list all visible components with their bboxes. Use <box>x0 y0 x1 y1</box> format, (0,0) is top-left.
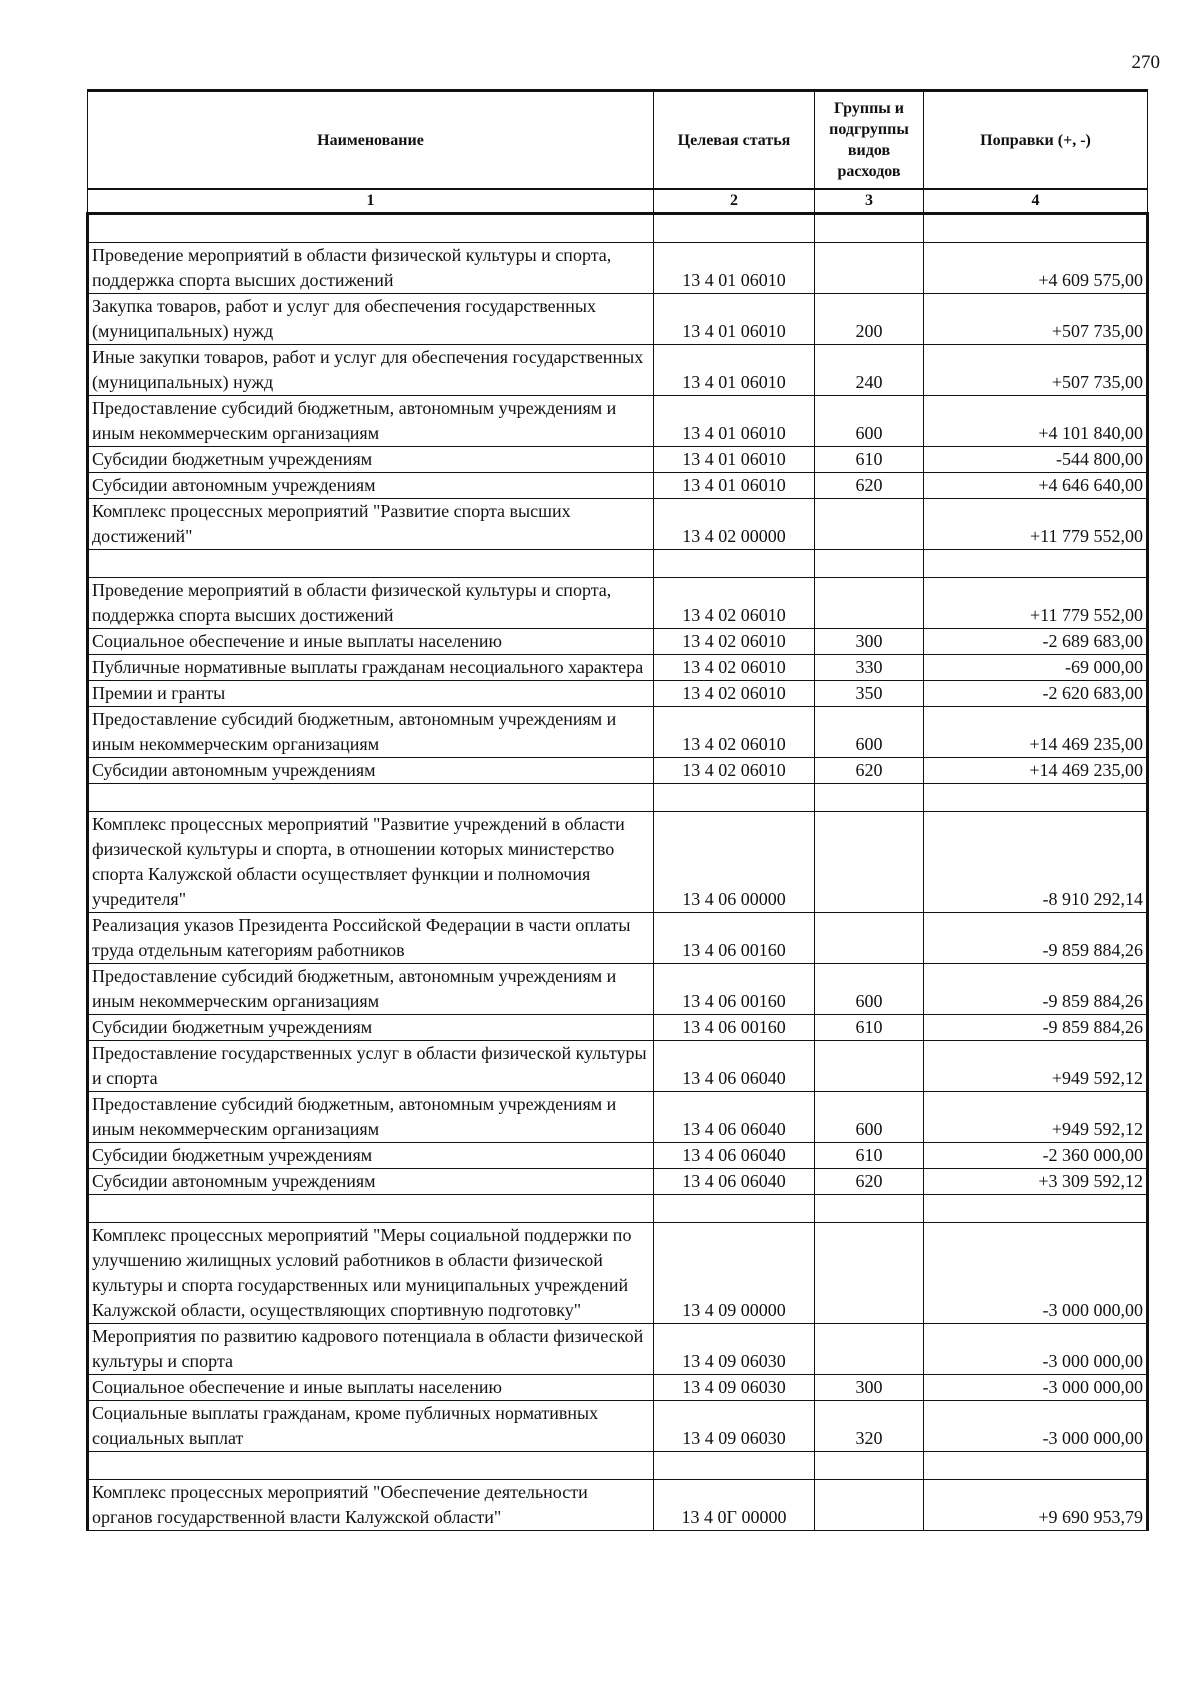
column-number: 3 <box>815 189 924 214</box>
spacer-cell <box>654 1195 815 1223</box>
row-code-cell: 13 4 06 00160 <box>654 1015 815 1041</box>
row-name-cell: Субсидии автономным учреждениям <box>88 758 654 784</box>
row-name-cell: Предоставление государственных услуг в области физической культуры и спорта <box>88 1041 654 1092</box>
table-row <box>88 499 1148 550</box>
row-code-cell: 13 4 01 06010 <box>654 243 815 294</box>
row-amount-cell: +9 690 953,79 <box>924 1480 1148 1531</box>
row-group-cell: 620 <box>815 473 924 499</box>
row-group-cell: 620 <box>815 758 924 784</box>
table-row <box>88 964 1148 1015</box>
row-group-cell: 600 <box>815 964 924 1015</box>
row-name-cell: Субсидии бюджетным учреждениям <box>88 447 654 473</box>
spacer-cell <box>88 1195 654 1223</box>
row-amount-cell: +507 735,00 <box>924 345 1148 396</box>
row-group-cell: 600 <box>815 707 924 758</box>
table-row <box>88 473 1148 499</box>
header-group: Группы и подгруппы видов расходов <box>815 91 924 190</box>
table-row <box>88 1375 1148 1401</box>
table-row <box>88 243 1148 294</box>
row-amount-cell: -3 000 000,00 <box>924 1324 1148 1375</box>
row-code-cell: 13 4 09 06030 <box>654 1324 815 1375</box>
row-amount-cell: +3 309 592,12 <box>924 1169 1148 1195</box>
row-group-cell <box>815 1041 924 1092</box>
row-code-cell: 13 4 02 06010 <box>654 578 815 629</box>
row-amount-cell: +4 646 640,00 <box>924 473 1148 499</box>
spacer-row <box>88 1452 1148 1480</box>
table-header-row <box>88 91 1148 190</box>
row-group-cell <box>815 1480 924 1531</box>
row-code-cell: 13 4 01 06010 <box>654 396 815 447</box>
row-name-cell: Социальные выплаты гражданам, кроме публичных нормативных социальных выплат <box>88 1401 654 1452</box>
column-number: 4 <box>924 189 1148 214</box>
spacer-cell <box>654 214 815 243</box>
spacer-cell <box>815 550 924 578</box>
table-row <box>88 707 1148 758</box>
spacer-cell <box>88 550 654 578</box>
row-code-cell: 13 4 06 06040 <box>654 1143 815 1169</box>
row-name-cell: Социальное обеспечение и иные выплаты населению <box>88 1375 654 1401</box>
row-group-cell: 200 <box>815 294 924 345</box>
table-row <box>88 1324 1148 1375</box>
row-name-cell: Закупка товаров, работ и услуг для обеспечения государственных (муниципальных) нужд <box>88 294 654 345</box>
row-code-cell: 13 4 02 06010 <box>654 758 815 784</box>
row-group-cell: 610 <box>815 1015 924 1041</box>
row-group-cell <box>815 812 924 913</box>
row-group-cell: 600 <box>815 1092 924 1143</box>
spacer-cell <box>924 784 1148 812</box>
spacer-cell <box>924 1195 1148 1223</box>
table-row <box>88 1401 1148 1452</box>
row-amount-cell: -9 859 884,26 <box>924 964 1148 1015</box>
spacer-cell <box>815 1452 924 1480</box>
row-amount-cell: +4 609 575,00 <box>924 243 1148 294</box>
row-group-cell: 300 <box>815 1375 924 1401</box>
table-row <box>88 758 1148 784</box>
table-row <box>88 1169 1148 1195</box>
row-group-cell: 300 <box>815 629 924 655</box>
row-amount-cell: -3 000 000,00 <box>924 1223 1148 1324</box>
column-number-row <box>88 189 1148 214</box>
row-name-cell: Мероприятия по развитию кадрового потенциала в области физической культуры и спорта <box>88 1324 654 1375</box>
spacer-row <box>88 1195 1148 1223</box>
row-group-cell <box>815 499 924 550</box>
spacer-cell <box>654 550 815 578</box>
row-code-cell: 13 4 06 06040 <box>654 1041 815 1092</box>
row-amount-cell: +949 592,12 <box>924 1041 1148 1092</box>
table-row <box>88 1480 1148 1531</box>
row-code-cell: 13 4 01 06010 <box>654 294 815 345</box>
row-name-cell: Комплекс процессных мероприятий "Меры социальной поддержки по улучшению жилищных условий работников в области физической культуры и спорта государственных или муниципальных учреждений Калужской области, осуществляющих спортивную подготовку" <box>88 1223 654 1324</box>
row-code-cell: 13 4 02 00000 <box>654 499 815 550</box>
table-row <box>88 1092 1148 1143</box>
spacer-row <box>88 214 1148 243</box>
table-row <box>88 396 1148 447</box>
row-name-cell: Проведение мероприятий в области физической культуры и спорта, поддержка спорта высших достижений <box>88 578 654 629</box>
row-name-cell: Субсидии бюджетным учреждениям <box>88 1143 654 1169</box>
row-group-cell: 350 <box>815 681 924 707</box>
spacer-cell <box>815 1195 924 1223</box>
row-amount-cell: +4 101 840,00 <box>924 396 1148 447</box>
spacer-cell <box>924 1452 1148 1480</box>
row-amount-cell: +949 592,12 <box>924 1092 1148 1143</box>
row-name-cell: Проведение мероприятий в области физической культуры и спорта, поддержка спорта высших достижений <box>88 243 654 294</box>
row-group-cell <box>815 243 924 294</box>
spacer-row <box>88 550 1148 578</box>
row-name-cell: Субсидии бюджетным учреждениям <box>88 1015 654 1041</box>
row-name-cell: Субсидии автономным учреждениям <box>88 1169 654 1195</box>
row-group-cell <box>815 578 924 629</box>
row-name-cell: Комплекс процессных мероприятий "Развитие спорта высших достижений" <box>88 499 654 550</box>
row-code-cell: 13 4 02 06010 <box>654 707 815 758</box>
row-amount-cell: -3 000 000,00 <box>924 1375 1148 1401</box>
row-name-cell: Комплекс процессных мероприятий "Развитие учреждений в области физической культуры и спорта, в отношении которых министерство спорта Калужской области осуществляет функции и полномочия учредителя" <box>88 812 654 913</box>
row-code-cell: 13 4 01 06010 <box>654 345 815 396</box>
row-amount-cell: -2 360 000,00 <box>924 1143 1148 1169</box>
spacer-cell <box>88 214 654 243</box>
row-amount-cell: -9 859 884,26 <box>924 1015 1148 1041</box>
row-code-cell: 13 4 02 06010 <box>654 681 815 707</box>
spacer-cell <box>88 1452 654 1480</box>
row-code-cell: 13 4 06 06040 <box>654 1169 815 1195</box>
row-name-cell: Комплекс процессных мероприятий "Обеспечение деятельности органов государственной власти Калужской области" <box>88 1480 654 1531</box>
row-code-cell: 13 4 06 00160 <box>654 964 815 1015</box>
row-amount-cell: +507 735,00 <box>924 294 1148 345</box>
row-amount-cell: -3 000 000,00 <box>924 1401 1148 1452</box>
table-row <box>88 1143 1148 1169</box>
row-group-cell: 610 <box>815 1143 924 1169</box>
row-amount-cell: +11 779 552,00 <box>924 499 1148 550</box>
row-name-cell: Предоставление субсидий бюджетным, автономным учреждениям и иным некоммерческим организациям <box>88 1092 654 1143</box>
row-code-cell: 13 4 06 00160 <box>654 913 815 964</box>
row-group-cell: 620 <box>815 1169 924 1195</box>
table-row <box>88 294 1148 345</box>
spacer-cell <box>815 784 924 812</box>
row-group-cell: 330 <box>815 655 924 681</box>
table-row <box>88 345 1148 396</box>
row-code-cell: 13 4 02 06010 <box>654 629 815 655</box>
table-row <box>88 1041 1148 1092</box>
row-name-cell: Иные закупки товаров, работ и услуг для обеспечения государственных (муниципальных) нужд <box>88 345 654 396</box>
spacer-cell <box>924 550 1148 578</box>
spacer-cell <box>88 784 654 812</box>
row-amount-cell: -8 910 292,14 <box>924 812 1148 913</box>
row-code-cell: 13 4 09 06030 <box>654 1401 815 1452</box>
row-group-cell: 240 <box>815 345 924 396</box>
table-body <box>88 214 1148 1531</box>
header-amount: Поправки (+, -) <box>924 91 1148 190</box>
table-row <box>88 812 1148 913</box>
table-row <box>88 1223 1148 1324</box>
row-name-cell: Реализация указов Президента Российской Федерации в части оплаты труда отдельным категориям работников <box>88 913 654 964</box>
row-group-cell <box>815 913 924 964</box>
table-row <box>88 1015 1148 1041</box>
spacer-cell <box>924 214 1148 243</box>
row-code-cell: 13 4 0Г 00000 <box>654 1480 815 1531</box>
row-group-cell: 320 <box>815 1401 924 1452</box>
table-row <box>88 681 1148 707</box>
table-row <box>88 629 1148 655</box>
row-name-cell: Предоставление субсидий бюджетным, автономным учреждениям и иным некоммерческим организациям <box>88 964 654 1015</box>
row-name-cell: Публичные нормативные выплаты гражданам несоциального характера <box>88 655 654 681</box>
row-group-cell <box>815 1324 924 1375</box>
spacer-cell <box>654 1452 815 1480</box>
row-amount-cell: +14 469 235,00 <box>924 707 1148 758</box>
row-name-cell: Субсидии автономным учреждениям <box>88 473 654 499</box>
row-amount-cell: -544 800,00 <box>924 447 1148 473</box>
spacer-cell <box>815 214 924 243</box>
row-code-cell: 13 4 02 06010 <box>654 655 815 681</box>
spacer-row <box>88 784 1148 812</box>
table-row <box>88 447 1148 473</box>
page-number: 270 <box>1131 52 1160 73</box>
row-name-cell: Социальное обеспечение и иные выплаты населению <box>88 629 654 655</box>
row-group-cell: 610 <box>815 447 924 473</box>
row-amount-cell: +14 469 235,00 <box>924 758 1148 784</box>
row-code-cell: 13 4 01 06010 <box>654 473 815 499</box>
header-code: Целевая статья <box>654 91 815 190</box>
column-number: 1 <box>88 189 654 214</box>
spacer-cell <box>654 784 815 812</box>
row-name-cell: Предоставление субсидий бюджетным, автономным учреждениям и иным некоммерческим организациям <box>88 707 654 758</box>
row-amount-cell: -69 000,00 <box>924 655 1148 681</box>
table-row <box>88 578 1148 629</box>
row-group-cell <box>815 1223 924 1324</box>
row-amount-cell: +11 779 552,00 <box>924 578 1148 629</box>
row-amount-cell: -2 689 683,00 <box>924 629 1148 655</box>
row-code-cell: 13 4 09 00000 <box>654 1223 815 1324</box>
row-group-cell: 600 <box>815 396 924 447</box>
table-row <box>88 655 1148 681</box>
row-name-cell: Премии и гранты <box>88 681 654 707</box>
row-amount-cell: -2 620 683,00 <box>924 681 1148 707</box>
table-row <box>88 913 1148 964</box>
row-amount-cell: -9 859 884,26 <box>924 913 1148 964</box>
row-name-cell: Предоставление субсидий бюджетным, автономным учреждениям и иным некоммерческим организациям <box>88 396 654 447</box>
header-name: Наименование <box>88 91 654 190</box>
budget-amendments-table <box>86 89 1149 1531</box>
row-code-cell: 13 4 01 06010 <box>654 447 815 473</box>
row-code-cell: 13 4 06 06040 <box>654 1092 815 1143</box>
row-code-cell: 13 4 06 00000 <box>654 812 815 913</box>
row-code-cell: 13 4 09 06030 <box>654 1375 815 1401</box>
column-number: 2 <box>654 189 815 214</box>
